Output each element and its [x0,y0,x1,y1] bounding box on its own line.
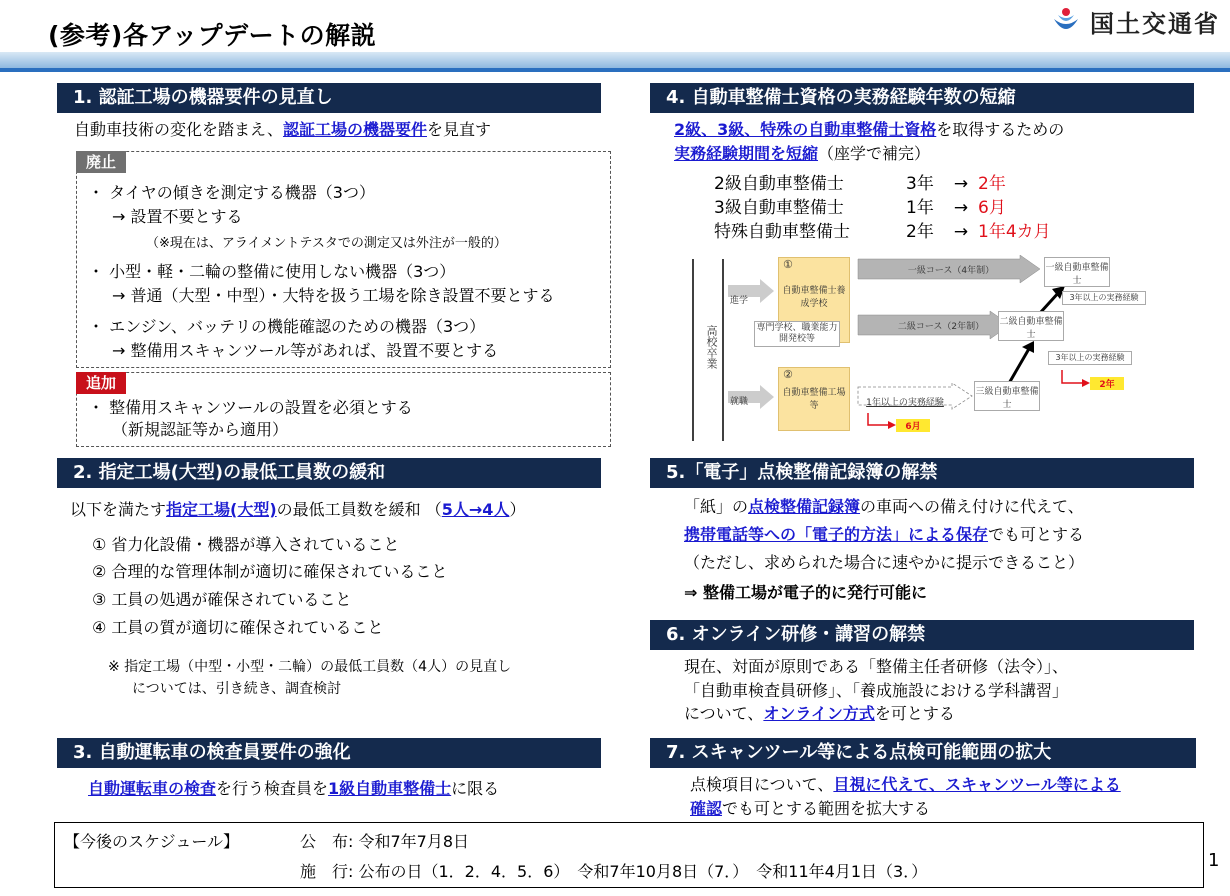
enforcement-dates: 公布の日（1．2．4．5．6） 令和7年10月8日（7．） 令和11年4月1日（3．） [358,862,928,881]
body-text: 点検項目について、 [690,775,834,794]
section-5-line-4: ⇒ 整備工場が電子的に発行可能に [684,583,927,602]
condition-2: ② 合理的な管理体制が適切に確保されていること [92,562,448,581]
section-6-line-2: 「自動車検査員研修」、「養成施設における学科講習」 [684,681,1069,700]
ministry-name: 国土交通省 [1090,9,1220,38]
exp-1y-label: 1年以上の実務経験 [866,398,944,408]
enforcement-row [300,860,927,884]
qualification-path-diagram [690,255,1160,445]
grade-2-box: 二級自動車整備士 [998,311,1064,341]
electronic-storage-highlight: 携帯電話等への「電子的方法」による保存 [684,525,989,544]
abolish-item-1-result: → 設置不要とする [112,207,243,226]
qualification-highlight: 2級、3級、特殊の自動車整備士資格 [674,120,937,139]
ministry-logo [1050,4,1220,38]
factory-label: 自動車整備工場等 [782,388,846,411]
ministry-emblem-icon [1050,5,1082,37]
body-text: 「紙」の [684,497,749,516]
new-period: 6月 [978,198,1006,218]
qualification-name: 特殊自動車整備士 [714,222,850,242]
factory-box [778,367,850,431]
enforcement-label: 施 行: [300,862,354,881]
old-period: 1年 [906,198,934,218]
body-text: を行う検査員を [216,779,329,798]
intro-text: 自動車技術の変化を踏まえ、 [74,120,283,139]
grade-3-box: 三級自動車整備士 [974,381,1040,411]
promulgation-row [300,830,469,854]
add-item-note: （新規認証等から適用） [112,420,289,439]
intro-text: 以下を満たす [70,500,167,519]
new-2y-tag: 2年 [1090,377,1124,390]
new-period: 1年4カ月 [978,222,1051,242]
arrow: → [953,174,969,194]
course-1-label: 一級コース（4年制） [907,266,995,276]
experience-table [714,172,1051,244]
abolish-item-1: ・ タイヤの傾きを測定する機器（3つ） [88,183,375,202]
new-6m-tag: 6月 [896,419,930,432]
section-4-heading: 4. 自動車整備士資格の実務経験年数の短縮 [650,83,1194,113]
page-number: 1 [1208,850,1220,871]
body-text: について、 [684,704,764,723]
section-4-line-2 [674,142,930,166]
section-6-heading: 6. オンライン研修・講習の解禁 [650,620,1194,650]
section-5-line-2 [684,523,1084,547]
grade-1-highlight: 1級自動車整備士 [328,779,452,798]
schedule-label: 【今後のスケジュール】 [64,832,240,851]
body-text: （座学で補完） [818,144,931,163]
condition-3: ③ 工員の処遇が確保されていること [92,590,352,609]
old-period: 3年 [906,174,934,194]
graduation-label: 高校卒業 [705,325,718,369]
header-band [0,52,1230,68]
section-3-heading: 3. 自動運転車の検査員要件の強化 [57,738,601,768]
grade-1-box: 一級自動車整備士 [1044,257,1110,287]
intro-highlight: 認証工場の機器要件 [282,120,427,139]
experience-row [714,220,1051,244]
body-text-end: の車両への備え付けに代えて、 [860,497,1084,516]
experience-row [714,196,1051,220]
scan-tool-highlight: 目視に代えて、スキャンツール等による [833,775,1121,794]
section-3-body [88,777,499,801]
school-number: ① [783,258,793,271]
section-5-line-1 [684,495,1084,519]
arrow: → [953,198,969,218]
section-2-note-line-2: については、引き続き、調査検討 [132,681,342,697]
abolish-item-3-result: → 整備用スキャンツール等があれば、設置不要とする [112,341,499,360]
arrow: → [953,222,969,242]
section-7-line-2 [690,797,930,821]
autonomous-inspection-highlight: 自動運転車の検査 [88,779,217,798]
body-text-end: でも可とする範囲を拡大する [722,799,931,818]
intro-text-end: を見直す [426,120,491,139]
qualification-name: 2級自動車整備士 [714,174,844,194]
intro-highlight: 指定工場(大型) [166,500,277,519]
new-period: 2年 [978,174,1006,194]
promulgation-label: 公 布: [300,832,354,851]
abolish-tag: 廃止 [76,151,126,173]
promulgation-date: 令和7年7月8日 [358,832,470,851]
abolish-item-1-note: （※現在は、アライメントテスタでの測定又は外注が一般的） [146,236,507,251]
body-text-end: でも可とする [988,525,1085,544]
section-2-heading: 2. 指定工場(大型)の最低工員数の緩和 [57,458,601,488]
shorten-highlight: 実務経験期間を短縮 [674,144,819,163]
section-1-heading: 1. 認証工場の機器要件の見直し [57,83,601,113]
abolish-item-2-result: → 普通（大型・中型）・大特を扱う工場を除き設置不要とする [112,286,555,305]
vocational-box: 専門学校、職業能力開発校等 [754,321,840,347]
body-text-end: に限る [451,779,500,798]
section-4-line-1 [674,118,1064,142]
section-2-note-line-1: ※ 指定工場（中型・小型・二輪）の最低工員数（4人）の見直し [108,659,512,675]
condition-4: ④ 工員の質が適切に確保されていること [92,618,384,637]
intro-text-mid: の最低工員数を緩和 （ [276,500,442,519]
record-book-highlight: 点検整備記録簿 [748,497,861,516]
enter-label: 進学 [730,296,749,306]
section-6-line-3 [684,702,955,726]
old-period: 2年 [906,222,934,242]
abolish-item-3: ・ エンジン、バッテリの機能確認のための機器（3つ） [88,317,486,336]
factory-number: ② [783,368,793,381]
exp-3y-box-2: 3年以上の実務経験 [1048,351,1132,365]
section-7-line-1 [690,773,1121,797]
condition-1: ① 省力化設備・機器が導入されていること [92,535,400,554]
course-2-label: 二級コース（2年制） [897,322,985,332]
employ-label: 就職 [730,397,749,407]
experience-row [714,172,1051,196]
body-text-end: を可とする [874,704,955,723]
section-2-intro [70,498,525,522]
confirm-highlight: 確認 [690,799,723,818]
staff-change-highlight: 5人→4人 [441,500,510,519]
exp-3y-box: 3年以上の実務経験 [1062,291,1146,305]
school-label: 自動車整備士養成学校 [782,286,846,309]
page-title: (参考)各アップデートの解説 [48,21,377,50]
section-5-heading: 5.「電子」点検整備記録簿の解禁 [650,458,1194,488]
section-5-line-3: （ただし、求められた場合に速やかに提示できること） [684,553,1085,572]
online-highlight: オンライン方式 [763,704,875,723]
qualification-name: 3級自動車整備士 [714,198,844,218]
section-1-intro [74,118,491,142]
add-item: ・ 整備用スキャンツールの設置を必須とする [88,398,413,417]
add-tag: 追加 [76,372,126,394]
section-6-line-1: 現在、対面が原則である「整備主任者研修（法令）」、 [684,657,1069,676]
abolish-item-2: ・ 小型・軽・二輪の整備に使用しない機器（3つ） [88,262,456,281]
section-7-heading: 7. スキャンツール等による点検可能範囲の拡大 [650,738,1196,768]
body-text: を取得するための [936,120,1065,139]
header-rule [0,68,1230,72]
intro-text-end: ） [509,500,526,519]
